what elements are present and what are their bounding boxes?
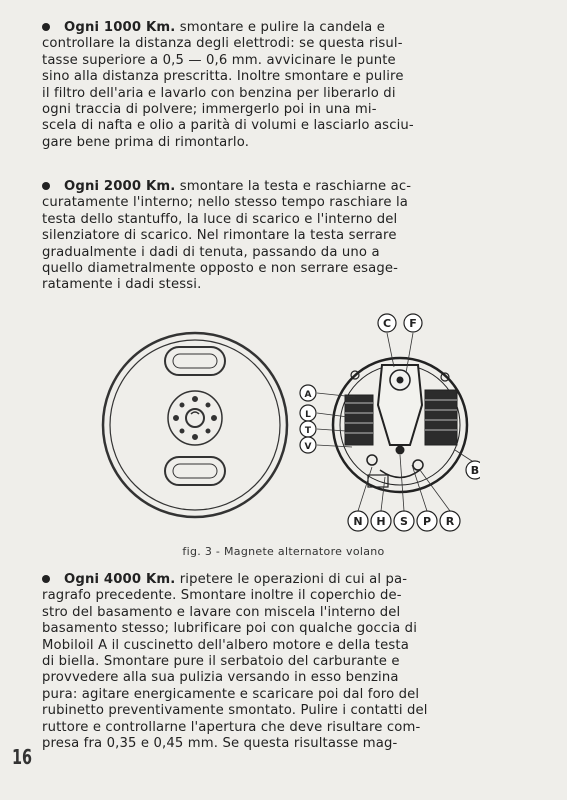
label-p: P — [422, 515, 432, 528]
text-line: ogni traccia di polvere; immergerlo poi in una mi- — [42, 102, 377, 118]
text-line: tasse superiore a 0,5 — 0,6 mm. avvicinare le punte — [42, 52, 396, 68]
text-line: il filtro dell'aria e lavarlo con benzina per liberarlo di — [42, 85, 396, 101]
text-line: basamento stesso; lubrificare poi con qualche goccia di — [42, 621, 418, 637]
magneto-figure — [100, 305, 480, 545]
text-line: gradualmente i dadi di tenuta, passando da uno a — [42, 244, 380, 260]
text-line: smontare la testa e raschiarne ac- — [175, 179, 412, 194]
text-line: quello diametralmente opposto e non serrare esage- — [42, 261, 399, 277]
text-line: Mobiloil A il cuscinetto dell'albero motore e della testa — [42, 637, 409, 653]
text-line: curatamente l'interno; nello stesso tempo raschiare la — [42, 195, 408, 211]
text-line: scela di nafta e olio a parità di volumi e lasciarlo asciu- — [42, 118, 414, 134]
label-v: V — [304, 442, 312, 452]
lead-2000km: Ogni 2000 Km. — [64, 179, 176, 194]
text-line: pura: agitare energicamente e scaricare poi dal foro del — [42, 686, 420, 702]
label-l: L — [305, 410, 311, 420]
text-line: presa fra 0,35 e 0,45 mm. Se questa risultasse mag- — [42, 736, 398, 752]
text-line: controllare la distanza degli elettrodi: se questa risul- — [42, 36, 403, 52]
magneto-diagram — [100, 305, 480, 545]
text-line: ragrafo precedente. Smontare inoltre il coperchio de- — [42, 588, 402, 604]
stator-drawing — [333, 358, 467, 492]
text-line: provvedere alla sua pulizia versando in esso benzina — [42, 670, 399, 686]
text-line: ripetere le operazioni di cui al pa- — [175, 572, 408, 587]
label-f: F — [409, 317, 417, 330]
flywheel-drawing — [103, 333, 287, 517]
label-c: C — [382, 317, 392, 330]
label-b: B — [470, 464, 480, 477]
page-number: 16 — [12, 745, 33, 769]
label-h: H — [376, 515, 386, 528]
text-line: sino alla distanza prescritta. Inoltre smontare e pulire — [42, 69, 404, 85]
bullet-icon — [42, 23, 50, 31]
text-line: stro del basamento e lavare con miscela l'interno del — [42, 604, 401, 620]
label-r: R — [445, 515, 455, 528]
figure-caption: fig. 3 - Magnete alternatore volano — [182, 545, 385, 558]
label-a: A — [304, 390, 312, 400]
label-s: S — [400, 515, 408, 528]
paragraph-2000km — [42, 179, 530, 294]
text-line: silenziatore di scarico. Nel rimontare la testa serrare — [42, 228, 397, 244]
lead-1000km: Ogni 1000 Km. — [64, 20, 176, 35]
paragraph-1000km — [42, 20, 530, 151]
text-line: testa dello stantuffo, la luce di scarico e l'interno del — [42, 211, 398, 227]
text-line: di biella. Smontare pure il serbatoio del carburante e — [42, 654, 400, 670]
bullet-icon — [42, 575, 50, 583]
label-t: T — [304, 426, 312, 436]
text-line: gare bene prima di rimontarlo. — [42, 134, 250, 150]
text-line: smontare e pulire la candela e — [175, 20, 386, 35]
paragraph-4000km — [42, 572, 530, 752]
label-n: N — [353, 515, 363, 528]
text-line: ratamente i dadi stessi. — [42, 277, 202, 293]
bullet-icon — [42, 182, 50, 190]
text-line: ruttore e controllarne l'apertura che deve risultare com- — [42, 719, 421, 735]
lead-4000km: Ogni 4000 Km. — [64, 572, 176, 587]
text-line: rubinetto preventivamente smontato. Pulire i contatti del — [42, 703, 428, 719]
